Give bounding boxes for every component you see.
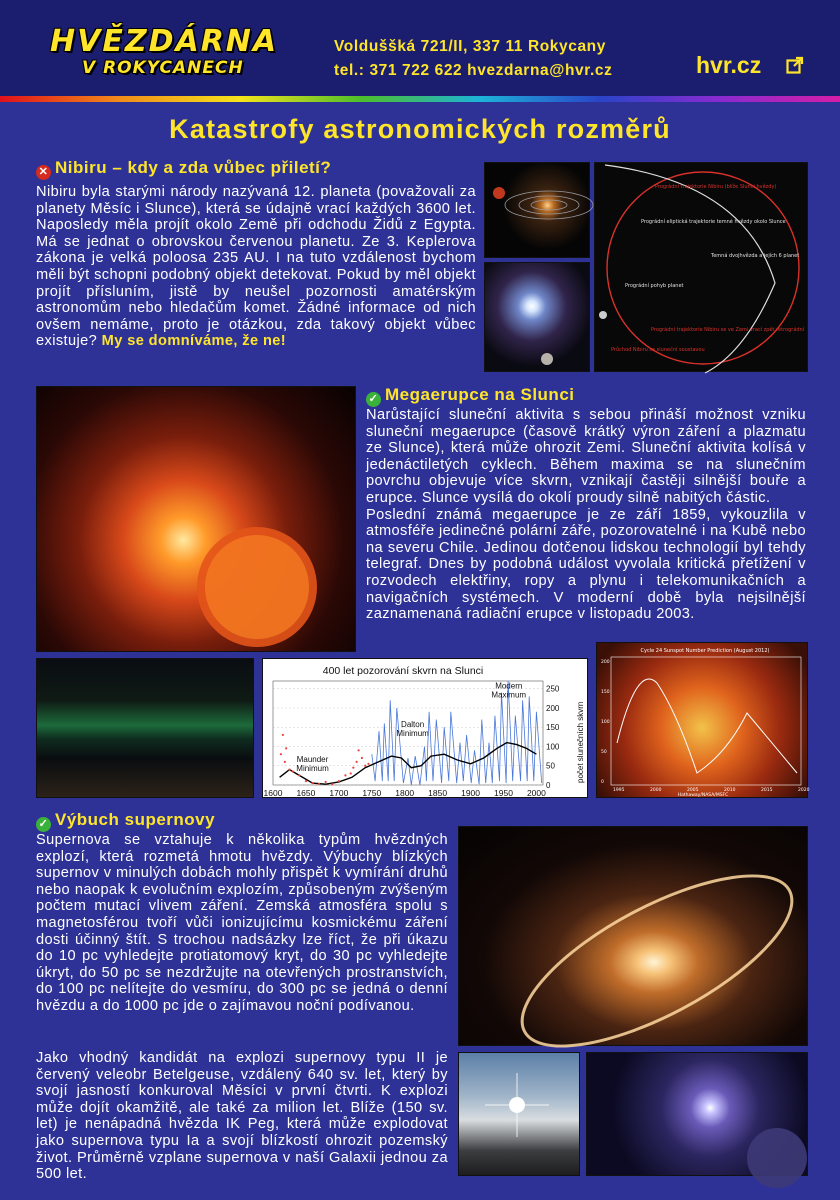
- y-tick-label: 250: [546, 684, 560, 694]
- solar-flare-image: [36, 386, 356, 652]
- prediction-x-tick: 2015: [761, 788, 773, 793]
- sunspot-prediction-image: [596, 642, 808, 798]
- x-icon: ✕: [36, 165, 51, 180]
- nibiru-conclusion: My se domníváme, že ne!: [101, 333, 287, 350]
- section-title-text: Megaerupce na Slunci: [385, 385, 575, 404]
- section-title-text: Nibiru – kdy a zda vůbec přiletí?: [55, 158, 332, 177]
- data-point: [331, 783, 333, 785]
- betelgeuse-space-image: [586, 1052, 808, 1176]
- solar-system-image: [484, 162, 590, 258]
- y-tick-label: 100: [546, 742, 560, 752]
- observatory-logo[interactable]: [42, 20, 308, 90]
- page-title: Katastrofy astronomických rozměrů: [169, 114, 671, 144]
- chart-annotation: Maunder: [296, 754, 329, 764]
- data-point: [318, 783, 320, 785]
- prediction-y-tick: 100: [601, 720, 610, 725]
- data-point: [292, 770, 294, 772]
- chart-annotation: Maximum: [491, 690, 527, 700]
- prediction-x-tick: 2010: [724, 788, 736, 793]
- star-flare-graphic: [459, 1053, 581, 1177]
- prediction-x-tick: 1995: [613, 788, 625, 793]
- section-title-nibiru: [36, 158, 331, 180]
- rainbow-divider: [0, 96, 840, 102]
- section-title-megaerupce: [366, 385, 575, 407]
- megaerupce-text: [366, 407, 806, 623]
- data-point: [311, 782, 313, 784]
- website-link[interactable]: hvr.cz: [696, 52, 762, 78]
- data-point: [367, 763, 369, 765]
- data-point: [285, 747, 287, 749]
- data-point: [352, 767, 354, 769]
- x-tick-label: 1650: [296, 788, 316, 798]
- prediction-y-tick: 50: [601, 750, 607, 755]
- y-tick-label: 0: [546, 781, 551, 790]
- nibiru-trajectory-diagram: [594, 162, 808, 372]
- prediction-x-tick: 2020: [798, 788, 810, 793]
- megaerupce-paragraph-1: Narůstající sluneční aktivita s sebou přináší možnost vzniku sluneční megaerupce (časově krátký výron záření a plazmatu ze Slunce), která může ohrozit Zemi. Sluneční aktivita kolísá v jedenáctiletých cyklech. Během maxima se na slunečním povrchu objevuje více skvrn, vznikají častěji silnější bouře a erupce. Slunce vysílá do okolí proudy silně nabitých částic.: [366, 407, 806, 506]
- data-point: [350, 772, 352, 774]
- y-tick-label: 200: [546, 703, 560, 713]
- diagram-label: Temná dvojhvězda a jejích 6 planet: [711, 253, 800, 259]
- prediction-chart-svg: [597, 643, 809, 799]
- data-point: [338, 780, 340, 782]
- contact-line: tel.: 371 722 622 hvezdarna@hvr.cz: [334, 62, 613, 79]
- x-tick-label: 1950: [494, 788, 513, 798]
- orbits-graphic: [485, 163, 591, 259]
- data-point: [344, 774, 346, 776]
- data-point: [364, 765, 366, 767]
- logo-title: HVĚZDÁRNA: [50, 24, 279, 59]
- address-line: Volduššká 721/II, 337 11 Rokycany: [334, 38, 606, 55]
- supernova-text-1: [36, 832, 448, 1015]
- prediction-title: Cycle 24 Sunspot Number Prediction (August 2012): [640, 648, 770, 654]
- aurora-image: [36, 658, 254, 798]
- nebula-planet-image: [484, 262, 590, 372]
- chart-annotation: Minimum: [296, 763, 329, 773]
- sunspot-chart-svg: [263, 659, 589, 799]
- data-point: [284, 761, 286, 763]
- section-title-supernova: [36, 810, 215, 832]
- chart-annotation: Minimum: [396, 729, 429, 739]
- chart-annotation: Dalton: [401, 720, 425, 730]
- data-point: [358, 749, 360, 751]
- y-tick-label: 50: [546, 761, 555, 771]
- prediction-y-tick: 200: [601, 660, 610, 665]
- data-point: [298, 774, 300, 776]
- external-link-icon[interactable]: [786, 56, 804, 74]
- x-tick-label: 2000: [526, 788, 546, 798]
- city-bright-star-image: [458, 1052, 580, 1176]
- diagram-label: Průchod Nibiru se sluneční soustavou: [611, 347, 705, 353]
- y-axis-label: počet slunečních skvrn: [576, 701, 585, 783]
- x-tick-label: 1850: [428, 788, 448, 798]
- data-point: [305, 780, 307, 782]
- diagram-label: Prográdní trajektorie Nibiru se ve Zemi vrací zpět retrográdní: [651, 327, 805, 333]
- supernova-ring-graphic: [459, 827, 809, 1047]
- x-tick-label: 1900: [461, 788, 481, 798]
- x-tick-label: 1600: [263, 788, 283, 798]
- logo-subtitle: V ROKYCANECH: [82, 58, 244, 78]
- x-tick-label: 1800: [395, 788, 415, 798]
- check-icon: ✓: [36, 817, 51, 832]
- x-tick-label: 1750: [362, 788, 382, 798]
- diagram-label: Prográdní pohyb planet: [625, 283, 684, 289]
- data-point: [356, 761, 358, 763]
- prediction-x-tick: 2005: [687, 788, 699, 793]
- data-point: [361, 757, 363, 759]
- check-icon: ✓: [366, 392, 381, 407]
- diagram-label: Prográdní trajektorie Nibiru (blíže Slunci hvězdy): [655, 184, 777, 190]
- x-tick-label: 1700: [329, 788, 349, 798]
- supernova-text-2: [36, 1050, 448, 1183]
- sunspot-chart: [262, 658, 588, 798]
- chart-annotation: Modern: [495, 681, 523, 691]
- planet-graphic: [485, 263, 591, 373]
- data-point: [325, 781, 327, 783]
- data-point: [280, 753, 282, 755]
- trajectory-svg: [595, 163, 809, 373]
- prediction-x-tick: 2000: [650, 788, 662, 793]
- nibiru-text: [36, 184, 476, 350]
- planet-graphic: [587, 1053, 809, 1177]
- data-point: [282, 734, 284, 736]
- megaerupce-paragraph-2: Poslední známá megaerupce je ze září 1859, vykouzlila v atmosféře jedinečné polární záře, pozorovatelné i na Kubě nebo na severu Chile. Jedinou dotčenou lidskou technologií byl tehdy telegraf. Dnes by podobná událost vyvolala kritická přetížení v rozvodech elektřiny, ropy a plynu i telekomunikačních a navigačních systémech. V moderní době byla nejsilnější zaznamenaná radiační erupce v listopadu 2003.: [366, 506, 806, 623]
- nibiru-paragraph: Nibiru byla starými národy nazývaná 12. planeta (považovali za planety Měsíc i Slunce), která se údajně vrací každých 3600 let. Naposledy měla projít okolo Země při odchodu Židů z Egypta. Má se jednat o obrovskou červenou planetu. Ze 3. Keplerova zákona je velká poloosa 235 AU. I na tuto vzdálenost bychom měli být schopni podobný objekt detekovat. Pokud by měl objekt projít přísluním, jistě by neušel pozornosti amatérským astronomům nebo hledačům komet. Žádné informace od nich ovšem nemáme, proto je otázkou, zda takový objekt vůbec existuje?: [36, 184, 476, 350]
- prediction-y-tick: 150: [601, 690, 610, 695]
- sun-graphic: [37, 387, 357, 653]
- prediction-credit: Hathaway/NASA/MSFC: [677, 793, 729, 798]
- diagram-label: Prográdní eliptická trajektorie temné hvězdy okolo Slunce: [641, 219, 786, 225]
- chart-title: 400 let pozorování skvrn na Slunci: [322, 665, 484, 677]
- y-tick-label: 150: [546, 723, 560, 733]
- supernova-paragraph-2: Jako vhodný kandidát na explozi supernovy typu II je červený veleobr Betelgeuse, vzdálený 640 sv. let, který by svojí jasností konkuroval Měsíci v první čtvrti. K explozi může dojít okamžitě, ale také za milion let. Blíže (150 sv. let) je nenápadná hvězda IK Peg, která může explodovat jako supernova typu Ia a svojí blízkostí ohrozit pozemský život. Průměrně vzplane supernova v naší Galaxii jednou za 500 let.: [36, 1050, 448, 1183]
- section-title-text: Výbuch supernovy: [55, 810, 216, 829]
- prediction-y-tick: 0: [601, 780, 604, 785]
- supernova-paragraph-1: Supernova se vztahuje k několika typům hvězdných explozí, která rozmetá hmotu hvězdy. Výbuchy blízkých supernov v minulých dobách mohly přispět k vymírání druhů nebo naopak k evolučním explozím, způsobeným zvýšeným počtem mutací vlivem záření. Zemská atmosféra spolu s magnetosférou tvoří vůči ionizujícímu kosmickému záření dosti účinný štít. S trochou nadsázky lze říct, že při úkazu do 10 pc vyhledejte protiatomový kryt, do 30 pc vyhledejte úkryt, do 50 pc se nezdržujte na otevřených prostranstvích, do 100 pc nelítejte do vesmíru, do 300 pc se jedná o denní hvězdu a do 1000 pc jde o zajímavou noční podívanou.: [36, 832, 448, 1014]
- supernova-explosion-image: [458, 826, 808, 1046]
- data-point: [288, 768, 290, 770]
